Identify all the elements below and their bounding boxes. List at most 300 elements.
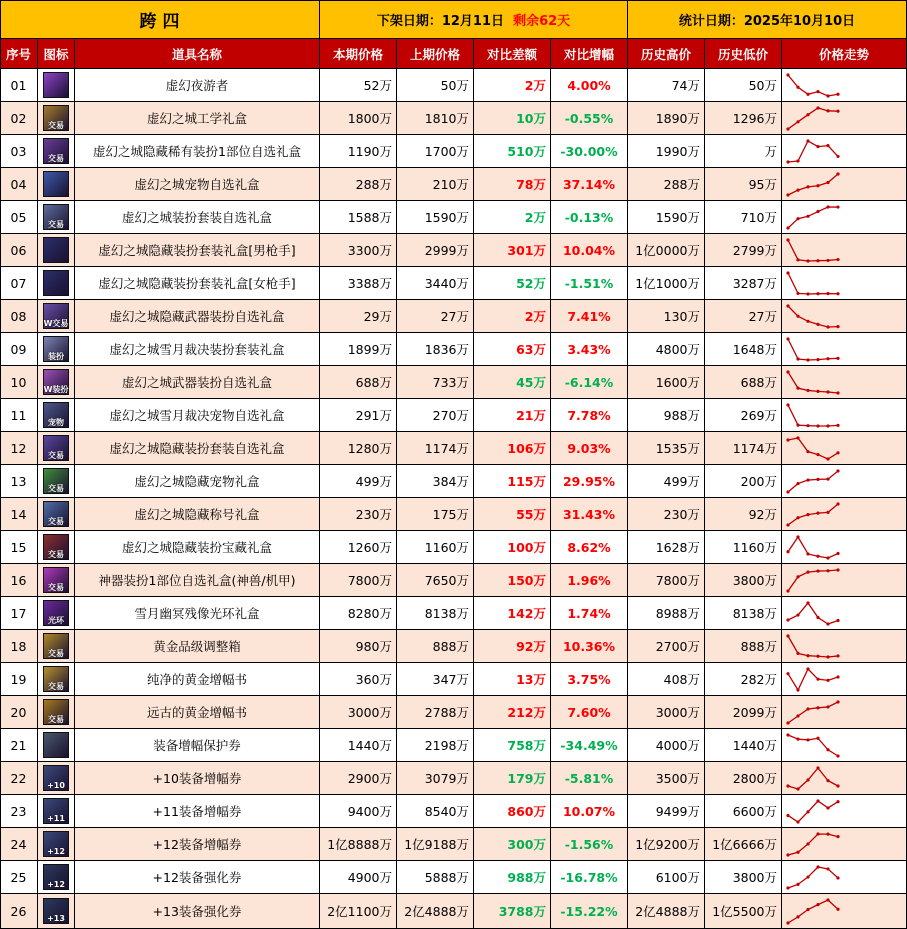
trend-line bbox=[788, 867, 838, 888]
price-change-percent: -30.00% bbox=[551, 135, 628, 168]
trend-point bbox=[796, 575, 799, 578]
history-low: 万 bbox=[705, 135, 782, 168]
trend-line bbox=[788, 801, 838, 822]
history-high: 1628万 bbox=[628, 531, 705, 564]
trend-line bbox=[788, 834, 838, 855]
col-name-header: 道具名称 bbox=[75, 39, 320, 69]
icon-tag-label: 交易 bbox=[48, 550, 64, 559]
trend-point bbox=[796, 292, 799, 295]
item-icon-cell bbox=[38, 102, 75, 135]
current-price: 2亿1100万 bbox=[320, 894, 397, 929]
trend-point bbox=[806, 778, 809, 781]
price-difference: 52万 bbox=[474, 267, 551, 300]
icon-tag-label: +12 bbox=[47, 880, 65, 889]
plus13-refine-icon bbox=[43, 898, 69, 924]
history-low: 1296万 bbox=[705, 102, 782, 135]
icon-tag-label: 交易 bbox=[48, 682, 64, 691]
trend-line bbox=[788, 570, 838, 591]
previous-price: 8540万 bbox=[397, 795, 474, 828]
trend-line bbox=[788, 471, 838, 492]
previous-price: 27万 bbox=[397, 300, 474, 333]
history-low: 888万 bbox=[705, 630, 782, 663]
item-name: 虚幻之城隐藏装扮套装礼盒[男枪手] bbox=[75, 234, 320, 267]
item-name: 黄金品级调整箱 bbox=[75, 630, 320, 663]
item-name: 虚幻之城武器装扮自选礼盒 bbox=[75, 366, 320, 399]
price-trend-sparkline bbox=[782, 597, 907, 630]
history-high: 3000万 bbox=[628, 696, 705, 729]
magenta-box-icon bbox=[43, 567, 69, 593]
trend-point bbox=[786, 370, 789, 373]
price-trend-sparkline bbox=[782, 366, 907, 399]
item-name: 虚幻之城隐藏稀有装扮1部位自选礼盒 bbox=[75, 135, 320, 168]
history-low: 3800万 bbox=[705, 564, 782, 597]
item-icon-cell bbox=[38, 399, 75, 432]
trend-line bbox=[788, 702, 838, 723]
history-high: 74万 bbox=[628, 69, 705, 102]
trend-point bbox=[826, 205, 829, 208]
trend-point bbox=[806, 707, 809, 710]
row-number: 08 bbox=[0, 300, 38, 333]
history-low: 1亿6666万 bbox=[705, 828, 782, 861]
item-name: 虚幻之城装扮套装自选礼盒 bbox=[75, 201, 320, 234]
trend-point bbox=[836, 784, 839, 787]
current-price: 3388万 bbox=[320, 267, 397, 300]
row-number: 25 bbox=[0, 861, 38, 894]
previous-price: 7650万 bbox=[397, 564, 474, 597]
row-number: 12 bbox=[0, 432, 38, 465]
item-name: +10装备增幅券 bbox=[75, 762, 320, 795]
item-icon-cell bbox=[38, 432, 75, 465]
trend-point bbox=[786, 921, 789, 924]
trend-point bbox=[796, 189, 799, 192]
item-icon-cell bbox=[38, 201, 75, 234]
row-number: 26 bbox=[0, 894, 38, 929]
trend-point bbox=[786, 886, 789, 889]
previous-price: 733万 bbox=[397, 366, 474, 399]
current-price: 1190万 bbox=[320, 135, 397, 168]
icon-tag-label: W交易 bbox=[43, 319, 69, 328]
previous-price: 1174万 bbox=[397, 432, 474, 465]
col-low-header: 历史低价 bbox=[705, 39, 782, 69]
row-number: 19 bbox=[0, 663, 38, 696]
item-name: 神器装扮1部位自选礼盒(神兽/机甲) bbox=[75, 564, 320, 597]
trend-point bbox=[836, 552, 839, 555]
trend-point bbox=[806, 389, 809, 392]
previous-price: 210万 bbox=[397, 168, 474, 201]
trend-point bbox=[796, 688, 799, 691]
history-high: 2亿4888万 bbox=[628, 894, 705, 929]
current-price: 3300万 bbox=[320, 234, 397, 267]
trend-point bbox=[826, 748, 829, 751]
trend-point bbox=[826, 705, 829, 708]
trend-point bbox=[826, 622, 829, 625]
current-price: 7800万 bbox=[320, 564, 397, 597]
history-high: 1亿9200万 bbox=[628, 828, 705, 861]
history-high: 4800万 bbox=[628, 333, 705, 366]
price-trend-sparkline bbox=[782, 168, 907, 201]
previous-price: 2亿4888万 bbox=[397, 894, 474, 929]
price-difference: 78万 bbox=[474, 168, 551, 201]
trend-line bbox=[788, 141, 838, 162]
history-low: 688万 bbox=[705, 366, 782, 399]
trend-point bbox=[796, 258, 799, 261]
current-price: 1260万 bbox=[320, 531, 397, 564]
price-trend-sparkline bbox=[782, 861, 907, 894]
item-icon-cell bbox=[38, 564, 75, 597]
price-trend-cell bbox=[782, 630, 907, 663]
price-change-percent: -1.56% bbox=[551, 828, 628, 861]
price-trend-sparkline bbox=[782, 267, 907, 300]
history-high: 7800万 bbox=[628, 564, 705, 597]
price-difference: 510万 bbox=[474, 135, 551, 168]
price-difference: 142万 bbox=[474, 597, 551, 630]
blue-chest-icon bbox=[43, 171, 69, 197]
protect-ticket-icon bbox=[43, 732, 69, 758]
item-icon-cell bbox=[38, 267, 75, 300]
item-icon-cell bbox=[38, 894, 75, 929]
trend-point bbox=[806, 259, 809, 262]
item-icon-cell bbox=[38, 861, 75, 894]
trend-point bbox=[806, 478, 809, 481]
row-number: 04 bbox=[0, 168, 38, 201]
item-name: 远古的黄金增幅书 bbox=[75, 696, 320, 729]
col-high-header: 历史高价 bbox=[628, 39, 705, 69]
history-low: 3287万 bbox=[705, 267, 782, 300]
previous-price: 1810万 bbox=[397, 102, 474, 135]
history-low: 2799万 bbox=[705, 234, 782, 267]
history-high: 130万 bbox=[628, 300, 705, 333]
trend-line bbox=[788, 537, 838, 558]
previous-price: 270万 bbox=[397, 399, 474, 432]
trend-point bbox=[806, 842, 809, 845]
trend-line bbox=[788, 735, 838, 756]
current-price: 230万 bbox=[320, 498, 397, 531]
trend-point bbox=[806, 810, 809, 813]
trend-point bbox=[826, 569, 829, 572]
trend-point bbox=[816, 799, 819, 802]
trend-point bbox=[806, 93, 809, 96]
trend-point bbox=[786, 73, 789, 76]
trend-point bbox=[786, 733, 789, 736]
item-icon-cell bbox=[38, 630, 75, 663]
item-icon-cell bbox=[38, 729, 75, 762]
trend-point bbox=[826, 655, 829, 658]
trend-point bbox=[806, 654, 809, 657]
icon-tag-label: 光环 bbox=[48, 616, 64, 625]
price-difference: 100万 bbox=[474, 531, 551, 564]
ancient-scroll-icon bbox=[43, 699, 69, 725]
price-difference: 988万 bbox=[474, 861, 551, 894]
purple-chest-icon bbox=[43, 138, 69, 164]
dark-chest-icon bbox=[43, 270, 69, 296]
row-number: 05 bbox=[0, 201, 38, 234]
price-difference: 758万 bbox=[474, 729, 551, 762]
icon-tag-label: 交易 bbox=[48, 649, 64, 658]
item-name: +11装备增幅券 bbox=[75, 795, 320, 828]
row-number: 01 bbox=[0, 69, 38, 102]
stat-date: 统计日期：2025年10月10日 bbox=[628, 0, 907, 39]
remaining-days: 剩余62天 bbox=[513, 13, 571, 29]
price-difference: 179万 bbox=[474, 762, 551, 795]
price-trend-cell bbox=[782, 531, 907, 564]
price-difference: 2万 bbox=[474, 201, 551, 234]
trend-point bbox=[836, 469, 839, 472]
trend-point bbox=[796, 535, 799, 538]
trend-point bbox=[836, 357, 839, 360]
trend-point bbox=[786, 814, 789, 817]
current-price: 3000万 bbox=[320, 696, 397, 729]
trend-point bbox=[826, 477, 829, 480]
silver-chest-icon bbox=[43, 204, 69, 230]
col-no-header: 序号 bbox=[0, 39, 38, 69]
history-high: 8988万 bbox=[628, 597, 705, 630]
price-trend-cell bbox=[782, 333, 907, 366]
trend-point bbox=[806, 601, 809, 604]
price-change-percent: -16.78% bbox=[551, 861, 628, 894]
trend-point bbox=[826, 898, 829, 901]
trend-point bbox=[796, 315, 799, 318]
history-low: 8138万 bbox=[705, 597, 782, 630]
price-trend-cell bbox=[782, 168, 907, 201]
item-name: 虚幻之城宠物自选礼盒 bbox=[75, 168, 320, 201]
current-price: 2900万 bbox=[320, 762, 397, 795]
price-trend-sparkline bbox=[782, 333, 907, 366]
trend-point bbox=[786, 127, 789, 130]
item-icon-cell bbox=[38, 333, 75, 366]
price-change-percent: 1.96% bbox=[551, 564, 628, 597]
trend-point bbox=[786, 550, 789, 553]
icon-tag-label: 装扮 bbox=[48, 352, 64, 361]
history-low: 200万 bbox=[705, 465, 782, 498]
history-high: 288万 bbox=[628, 168, 705, 201]
price-change-percent: -6.14% bbox=[551, 366, 628, 399]
price-difference: 2万 bbox=[474, 69, 551, 102]
current-price: 688万 bbox=[320, 366, 397, 399]
price-change-percent: -0.55% bbox=[551, 102, 628, 135]
trend-line bbox=[788, 504, 838, 525]
price-change-percent: 10.04% bbox=[551, 234, 628, 267]
item-name: +12装备强化券 bbox=[75, 861, 320, 894]
trend-point bbox=[826, 511, 829, 514]
trend-point bbox=[806, 450, 809, 453]
trend-point bbox=[826, 357, 829, 360]
trend-point bbox=[826, 556, 829, 559]
current-price: 8280万 bbox=[320, 597, 397, 630]
price-difference: 13万 bbox=[474, 663, 551, 696]
item-icon-cell bbox=[38, 135, 75, 168]
server-title: 跨 四 bbox=[0, 0, 320, 39]
trend-line bbox=[788, 273, 838, 294]
trend-point bbox=[816, 706, 819, 709]
price-trend-sparkline bbox=[782, 300, 907, 333]
item-name: 虚幻之城隐藏宠物礼盒 bbox=[75, 465, 320, 498]
previous-price: 347万 bbox=[397, 663, 474, 696]
price-change-percent: 3.75% bbox=[551, 663, 628, 696]
row-number: 18 bbox=[0, 630, 38, 663]
title-chest-icon bbox=[43, 501, 69, 527]
trend-point bbox=[786, 853, 789, 856]
trend-point bbox=[796, 613, 799, 616]
price-trend-sparkline bbox=[782, 498, 907, 531]
price-trend-sparkline bbox=[782, 531, 907, 564]
price-trend-cell bbox=[782, 597, 907, 630]
trend-line bbox=[788, 603, 838, 624]
current-price: 980万 bbox=[320, 630, 397, 663]
history-high: 499万 bbox=[628, 465, 705, 498]
icon-tag-label: 宠物 bbox=[48, 418, 64, 427]
trend-point bbox=[816, 259, 819, 262]
history-low: 1160万 bbox=[705, 531, 782, 564]
price-trend-cell bbox=[782, 432, 907, 465]
trend-point bbox=[786, 523, 789, 526]
current-price: 4900万 bbox=[320, 861, 397, 894]
price-change-percent: -0.13% bbox=[551, 201, 628, 234]
price-trend-sparkline bbox=[782, 432, 907, 465]
icon-tag-label: 交易 bbox=[48, 715, 64, 724]
trend-point bbox=[836, 675, 839, 678]
price-trend-sparkline bbox=[782, 762, 907, 795]
icon-tag-label: 交易 bbox=[48, 154, 64, 163]
price-change-percent: 1.74% bbox=[551, 597, 628, 630]
trend-point bbox=[836, 391, 839, 394]
price-trend-cell bbox=[782, 201, 907, 234]
trend-point bbox=[826, 867, 829, 870]
icon-tag-label: +10 bbox=[47, 781, 65, 790]
trend-point bbox=[836, 93, 839, 96]
previous-price: 888万 bbox=[397, 630, 474, 663]
price-difference: 300万 bbox=[474, 828, 551, 861]
item-name: 虚幻之城隐藏装扮套装礼盒[女枪手] bbox=[75, 267, 320, 300]
price-change-percent: 37.14% bbox=[551, 168, 628, 201]
price-change-percent: 10.07% bbox=[551, 795, 628, 828]
price-difference: 860万 bbox=[474, 795, 551, 828]
trend-point bbox=[796, 915, 799, 918]
history-low: 27万 bbox=[705, 300, 782, 333]
trend-point bbox=[806, 139, 809, 142]
trend-point bbox=[796, 423, 799, 426]
history-high: 4000万 bbox=[628, 729, 705, 762]
trend-point bbox=[826, 181, 829, 184]
pink-weapon-box-icon bbox=[43, 369, 69, 395]
trend-point bbox=[786, 403, 789, 406]
price-difference: 10万 bbox=[474, 102, 551, 135]
current-price: 1亿8888万 bbox=[320, 828, 397, 861]
trend-point bbox=[796, 851, 799, 854]
trend-point bbox=[826, 390, 829, 393]
row-number: 13 bbox=[0, 465, 38, 498]
price-trend-cell bbox=[782, 300, 907, 333]
row-number: 20 bbox=[0, 696, 38, 729]
trend-line bbox=[788, 768, 838, 789]
current-price: 360万 bbox=[320, 663, 397, 696]
trend-point bbox=[806, 215, 809, 218]
trend-point bbox=[786, 589, 789, 592]
trend-line bbox=[788, 669, 838, 690]
col-diff-header: 对比差额 bbox=[474, 39, 551, 69]
trend-point bbox=[796, 714, 799, 717]
price-change-percent: -5.81% bbox=[551, 762, 628, 795]
trend-point bbox=[796, 883, 799, 886]
trend-point bbox=[836, 205, 839, 208]
trend-point bbox=[836, 619, 839, 622]
price-difference: 106万 bbox=[474, 432, 551, 465]
price-difference: 21万 bbox=[474, 399, 551, 432]
price-change-percent: 10.36% bbox=[551, 630, 628, 663]
previous-price: 384万 bbox=[397, 465, 474, 498]
trend-point bbox=[836, 700, 839, 703]
previous-price: 1590万 bbox=[397, 201, 474, 234]
trend-point bbox=[786, 337, 789, 340]
trend-point bbox=[816, 390, 819, 393]
trend-point bbox=[806, 667, 809, 670]
history-low: 2099万 bbox=[705, 696, 782, 729]
icon-tag-label: +12 bbox=[47, 847, 65, 856]
item-icon-cell bbox=[38, 663, 75, 696]
trend-point bbox=[786, 490, 789, 493]
trend-point bbox=[836, 451, 839, 454]
row-number: 24 bbox=[0, 828, 38, 861]
history-high: 1990万 bbox=[628, 135, 705, 168]
history-low: 50万 bbox=[705, 69, 782, 102]
trend-point bbox=[816, 655, 819, 658]
trend-line bbox=[788, 207, 838, 228]
col-prev-header: 上期价格 bbox=[397, 39, 474, 69]
previous-price: 3440万 bbox=[397, 267, 474, 300]
offline-date bbox=[320, 0, 628, 39]
previous-price: 3079万 bbox=[397, 762, 474, 795]
trend-line bbox=[788, 339, 838, 360]
trend-point bbox=[796, 652, 799, 655]
trend-point bbox=[816, 453, 819, 456]
trend-point bbox=[816, 616, 819, 619]
trend-point bbox=[806, 424, 809, 427]
trend-point bbox=[836, 654, 839, 657]
trend-point bbox=[826, 325, 829, 328]
trend-point bbox=[826, 109, 829, 112]
trend-point bbox=[826, 144, 829, 147]
col-icon-header: 图标 bbox=[38, 39, 75, 69]
item-name: 虚幻之城隐藏称号礼盒 bbox=[75, 498, 320, 531]
previous-price: 8138万 bbox=[397, 597, 474, 630]
trend-point bbox=[826, 779, 829, 782]
trend-point bbox=[806, 571, 809, 574]
price-change-percent: 31.43% bbox=[551, 498, 628, 531]
history-low: 92万 bbox=[705, 498, 782, 531]
previous-price: 2198万 bbox=[397, 729, 474, 762]
trend-point bbox=[796, 159, 799, 162]
trend-point bbox=[826, 259, 829, 262]
trend-line bbox=[788, 75, 838, 96]
price-trend-sparkline bbox=[782, 696, 907, 729]
price-trend-sparkline bbox=[782, 564, 907, 597]
trend-point bbox=[786, 672, 789, 675]
trend-point bbox=[786, 784, 789, 787]
trend-line bbox=[788, 306, 838, 327]
trend-point bbox=[806, 908, 809, 911]
trend-point bbox=[836, 325, 839, 328]
trend-point bbox=[836, 502, 839, 505]
trend-point bbox=[816, 184, 819, 187]
price-trend-sparkline bbox=[782, 630, 907, 663]
trend-point bbox=[816, 145, 819, 148]
icon-tag-label: 交易 bbox=[48, 220, 64, 229]
trend-point bbox=[816, 512, 819, 515]
trend-point bbox=[816, 90, 819, 93]
item-name: 虚幻之城隐藏装扮宝藏礼盒 bbox=[75, 531, 320, 564]
trend-point bbox=[836, 568, 839, 571]
price-trend-sparkline bbox=[782, 663, 907, 696]
history-low: 1648万 bbox=[705, 333, 782, 366]
